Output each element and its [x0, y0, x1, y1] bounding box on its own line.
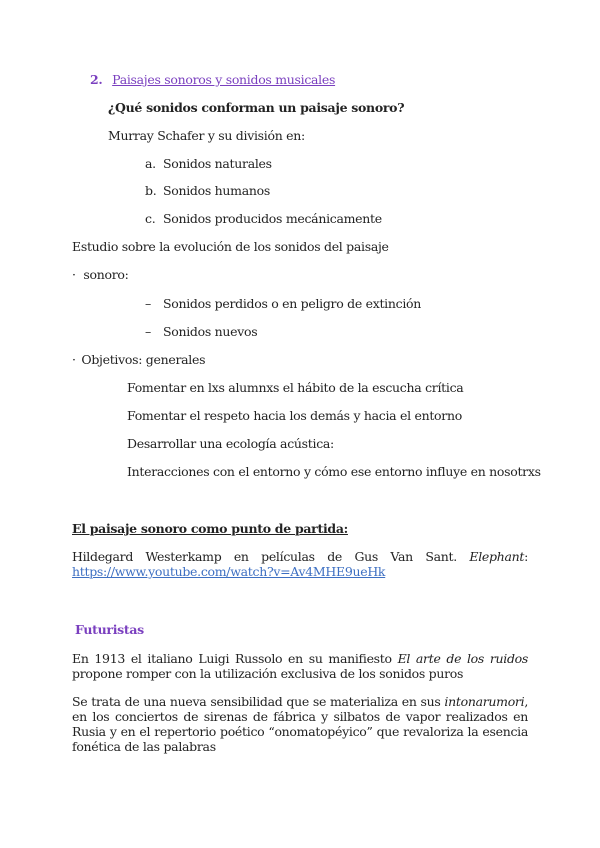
futurists-p2-text-end: , en los conciertos de sirenas de fábrica y silbatos de vapor realizados en Rusia y en el repertorio poético “onomatopéyico” que revaloriza la esencia fonética de las palabras	[72, 694, 528, 754]
intonarumori-term: intonarumori	[444, 694, 525, 709]
category-item	[145, 183, 270, 198]
section-number: 2.	[90, 72, 103, 87]
futurists-heading: Futuristas	[75, 622, 144, 637]
dash-label: Sonidos perdidos o en peligro de extinción	[163, 296, 421, 311]
futurists-p2-text: Se trata de una nueva sensibilidad que se materializa en sus	[72, 694, 445, 709]
category-label: Sonidos producidos mecánicamente	[163, 211, 382, 226]
dash-item	[145, 324, 258, 339]
category-marker: a.	[145, 156, 156, 171]
section-question: ¿Qué sonidos conforman un paisaje sonoro?	[108, 100, 405, 115]
section-heading	[90, 72, 335, 87]
objective-item: Fomentar en lxs alumnxs el hábito de la escucha crítica	[127, 380, 464, 395]
objective-item: Fomentar el respeto hacia los demás y hacia el entorno	[127, 408, 462, 423]
futurists-p1-text: En 1913 el italiano Luigi Russolo en su manifiesto	[72, 651, 398, 666]
study-line: Estudio sobre la evolución de los sonidos del paisaje	[72, 239, 389, 254]
section-intro: Murray Schafer y su división en:	[108, 128, 305, 143]
objectives-bullet	[72, 352, 205, 367]
category-marker: c.	[145, 211, 156, 226]
bullet-marker: ·	[72, 267, 76, 282]
youtube-link[interactable]: https://www.youtube.com/watch?v=Av4MHE9ueHk	[72, 564, 386, 579]
bullet-label: Objetivos: generales	[81, 352, 206, 367]
category-item	[145, 211, 382, 226]
category-marker: b.	[145, 183, 157, 198]
starting-point-paragraph	[72, 549, 528, 579]
futurists-p1-text-end: propone romper con la utilización exclusiva de los sonidos puros	[72, 666, 464, 681]
section-title: Paisajes sonoros y sonidos musicales	[112, 72, 336, 87]
objective-item: Interacciones con el entorno y cómo ese entorno influye en nosotrxs	[127, 464, 541, 479]
film-title: Elephant	[469, 549, 525, 564]
futurists-paragraph-2	[72, 694, 528, 754]
starting-point-heading: El paisaje sonoro como punto de partida:	[72, 521, 348, 536]
dash-item	[145, 296, 421, 311]
category-label: Sonidos naturales	[163, 156, 272, 171]
dash-marker: –	[145, 296, 151, 311]
book-title: El arte de los ruidos	[397, 651, 528, 666]
starting-point-text: Hildegard Westerkamp en películas de Gus Van Sant.	[72, 549, 470, 564]
bullet-label: sonoro:	[83, 267, 129, 282]
dash-marker: –	[145, 324, 151, 339]
futurists-paragraph-1	[72, 651, 528, 681]
starting-point-colon: :	[524, 549, 528, 564]
dash-label: Sonidos nuevos	[163, 324, 258, 339]
bullet-marker: ·	[72, 352, 76, 367]
study-bullet	[72, 267, 129, 282]
objective-item: Desarrollar una ecología acústica:	[127, 436, 334, 451]
category-item	[145, 156, 272, 171]
category-label: Sonidos humanos	[163, 183, 270, 198]
